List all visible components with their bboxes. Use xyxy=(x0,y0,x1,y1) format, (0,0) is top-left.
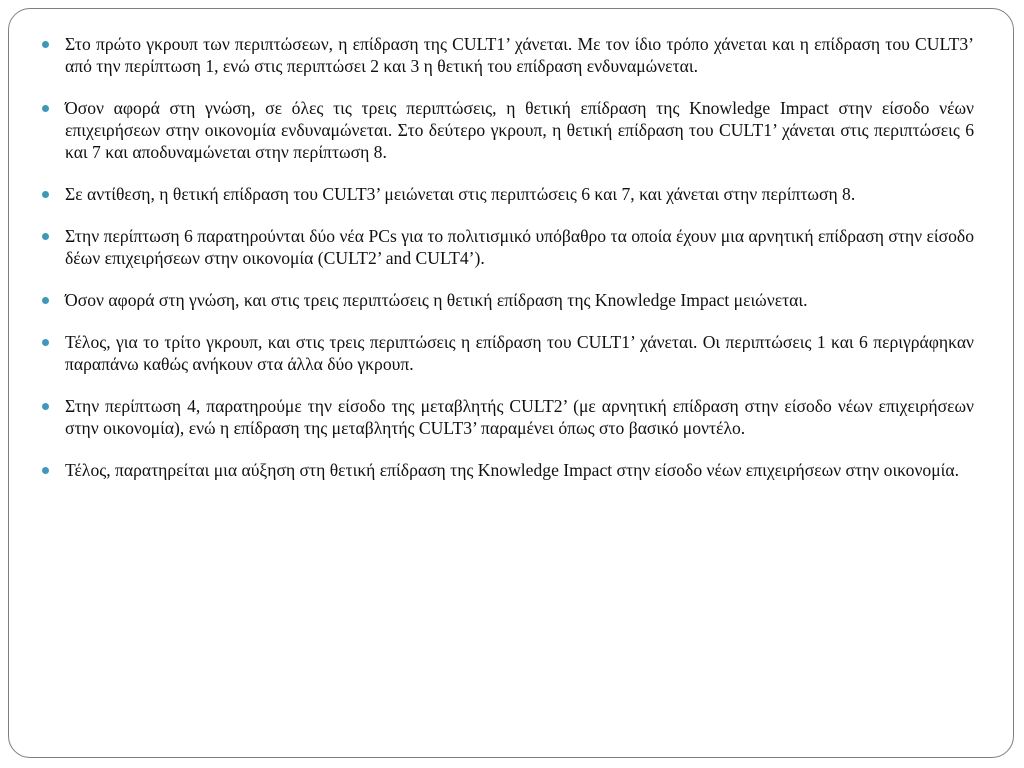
bullet-text: Σε αντίθεση, η θετική επίδραση του CULT3’ μειώνεται στις περιπτώσεις 6 και 7, και χάνεται στην περίπτωση 8. xyxy=(65,184,856,204)
bullet-dot-icon xyxy=(42,105,49,112)
bullet-item xyxy=(36,289,974,311)
bullet-item xyxy=(36,395,974,439)
bullet-text: Στο πρώτο γκρουπ των περιπτώσεων, η επίδραση της CULT1’ χάνεται. Με τον ίδιο τρόπο χάνεται και η επίδραση του CULT3’ από την περίπτωση 1, ενώ στις περιπτώσει 2 και 3 η θετική του επίδραση ενδυναμώνεται. xyxy=(65,34,974,76)
bullet-dot-icon xyxy=(42,467,49,474)
bullet-text: Όσον αφορά στη γνώση, σε όλες τις τρεις περιπτώσεις, η θετική επίδραση της Knowledge Impact στην είσοδο νέων επιχειρήσεων στην οικονομία ενδυναμώνεται. Στο δεύτερο γκρουπ, η θετική επίδραση του CULT1’ χάνεται στις περιπτώσεις 6 και 7 και αποδυναμώνεται στην περίπτωση 8. xyxy=(65,98,974,162)
bullet-item xyxy=(36,331,974,375)
bullet-item xyxy=(36,97,974,163)
bullet-text: Στην περίπτωση 6 παρατηρούνται δύο νέα PCs για το πολιτισμικό υπόβαθρο τα οποία έχουν μια αρνητική επίδραση στην είσοδο δέων επιχειρήσεων στην οικονομία (CULT2’ and CULT4’). xyxy=(65,226,974,268)
bullet-dot-icon xyxy=(42,41,49,48)
bullet-list xyxy=(36,33,974,481)
bullet-text: Στην περίπτωση 4, παρατηρούμε την είσοδο της μεταβλητής CULT2’ (με αρνητική επίδραση στην είσοδο νέων επιχειρήσεων στην οικονομία), ενώ η επίδραση της μεταβλητής CULT3’ παραμένει όπως στο βασικό μοντέλο. xyxy=(65,396,974,438)
bullet-dot-icon xyxy=(42,233,49,240)
bullet-item xyxy=(36,183,974,205)
bullet-item xyxy=(36,225,974,269)
bullet-item xyxy=(36,33,974,77)
bullet-dot-icon xyxy=(42,297,49,304)
bullet-text: Τέλος, παρατηρείται μια αύξηση στη θετική επίδραση της Knowledge Impact στην είσοδο νέων επιχειρήσεων στην οικονομία. xyxy=(65,460,959,480)
bullet-dot-icon xyxy=(42,403,49,410)
bullet-dot-icon xyxy=(42,339,49,346)
bullet-text: Τέλος, για το τρίτο γκρουπ, και στις τρεις περιπτώσεις η επίδραση του CULT1’ χάνεται. Οι περιπτώσεις 1 και 6 περιγράφηκαν παραπάνω καθώς ανήκουν στα άλλα δύο γκρουπ. xyxy=(65,332,974,374)
bullet-text: Όσον αφορά στη γνώση, και στις τρεις περιπτώσεις η θετική επίδραση της Knowledge Impact μειώνεται. xyxy=(65,290,808,310)
bullet-item xyxy=(36,459,974,481)
bullet-dot-icon xyxy=(42,191,49,198)
